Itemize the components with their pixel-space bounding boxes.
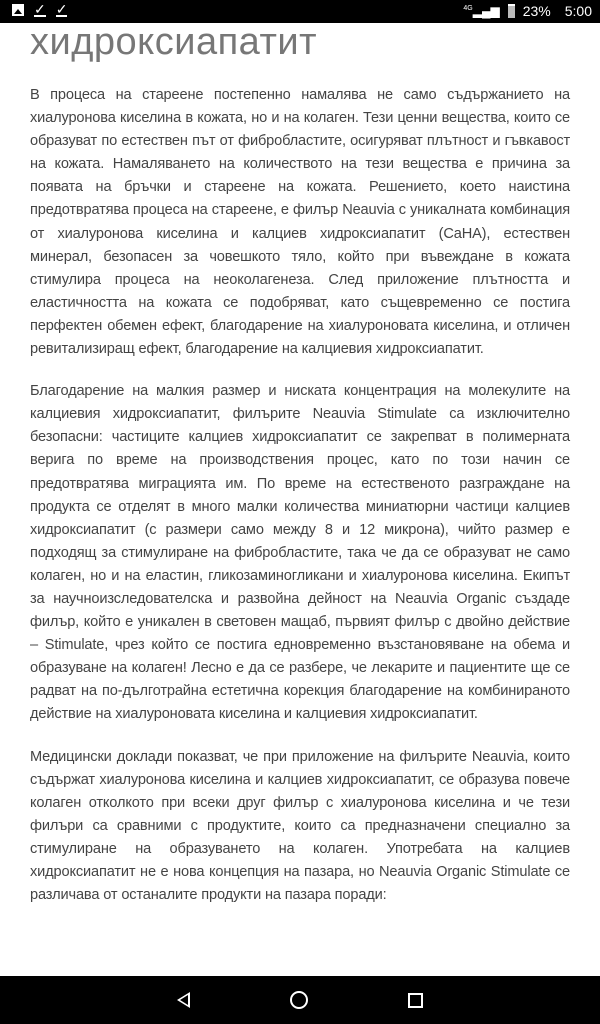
article-scroll-area[interactable] xyxy=(0,23,600,976)
image-icon xyxy=(12,4,24,16)
download-done-icon: ✓ xyxy=(55,1,68,17)
paragraph: Медицински доклади показват, че при приложение на филърите Neauvia, които съдържат хиалуронова киселина и калциев хидроксиапатит, се образува повече колаген отколкото при всеки друг филър с хиалуронова киселина и че тези филъри са сравними с продуктите, които са предназначени специално за стимулиране на образуването на колаген. Употребата на калциев хидроксиапатит не е нова концепция на пазара, но Neauvia Organic Stimulate се различава от останалите продукти на пазара поради: xyxy=(30,748,570,904)
paragraph: Благодарение на малкия размер и ниската концентрация на молекулите на калциевия хидроксиапатит, филърите Neauvia Stimulate са изключително безопасни: частиците калциев хидроксиапатит се закрепват в полимерната верига по време на производствения процес, като по този начин се предотвратява миграцията им. По време на естественото разграждане на продукта се отделят в много малки количества миниатюрни частици калциев хидроксиапатит (с размери само между 8 и 12 микрона), чийто размер е подходящ за стимулиране на фибробластите, така че да се образуват не само колаген, но и на еластин, гликозаминогликани и хиалуронова киселина. Екипът за научноизследователска и развойна дейност на Neauvia Organic създаде филър, който е уникален в световен мащаб, първият филър с двойно действие – Stimulate, чрез който се постига едновременно възстановяване на обема и образуване на колаген! Лесно е да се разбере, че лекарите и пациентите ще се радват на по-дълготрайна естетична корекция благодарение на комбинираното действие на хиалуроновата киселина и калциевия хидроксиапатит. xyxy=(30,383,570,723)
home-icon[interactable] xyxy=(290,991,308,1009)
signal-icon: $^{4G}$▂▄▆ xyxy=(463,4,500,18)
status-bar xyxy=(0,0,600,23)
article-body xyxy=(30,84,570,926)
recents-icon[interactable] xyxy=(408,993,423,1008)
clock: 5:00 xyxy=(564,3,592,19)
article-heading: хидроксиапатит xyxy=(30,23,317,63)
download-done-icon: ✓ xyxy=(34,1,46,17)
paragraph: В процеса на стареене постепенно намалява не само съдържанието на хиалуронова киселина в кожата, но и на колаген. Тези ценни вещества, които се образуват по естествен път от фибробластите, осигуряват плътност и гъвкавост на кожата. Намаляването на количеството на тези вещества е причина за появата на бръчки и стареене на кожата. Решението, което наистина предотвратява процеса на стареене, е филър Neauvia с уникалната комбинация от хиалуронова киселина и калциев хидроксиапатит (CaHA), естествен минерал, безопасен за човешкото тяло, който при въвеждане в кожата стимулира процеса на неоколагенеза. След приложение плътността и еластичността на кожата се подобряват, като същевременно се постига перфектен обемен ефект, благодарение на хиалуроновата киселина, и отличен ревитализиращ ефект, благодарение на калциевия хидроксиапатит. xyxy=(30,87,570,358)
back-icon[interactable] xyxy=(177,992,190,1008)
battery-percent: 23% xyxy=(522,3,551,19)
navigation-bar xyxy=(0,976,600,1024)
battery-icon xyxy=(508,4,515,18)
